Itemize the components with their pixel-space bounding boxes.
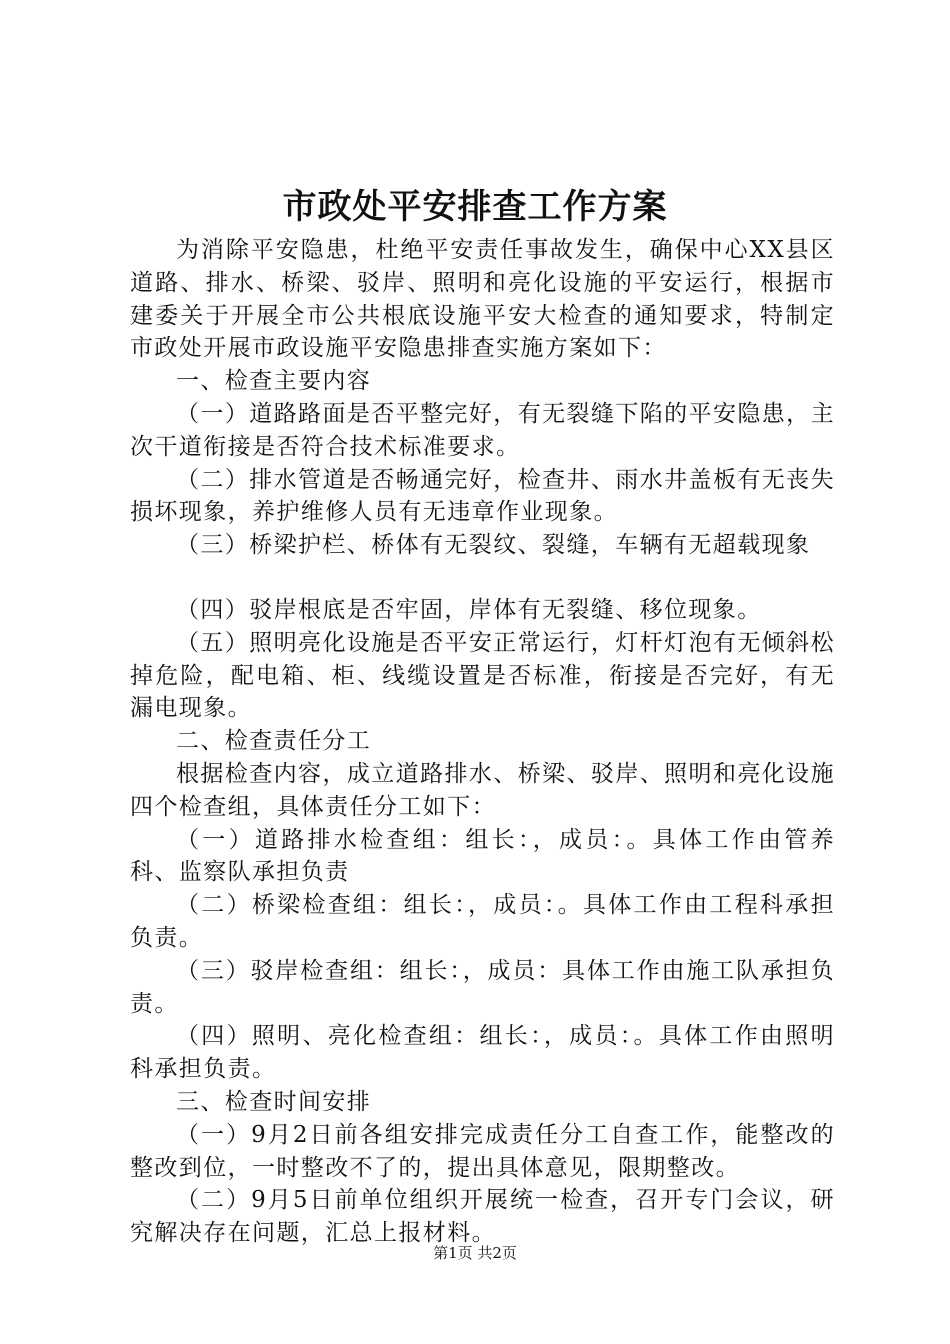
document-body	[130, 234, 835, 1250]
section-heading-1: 一、检查主要内容	[176, 368, 372, 395]
list-item: （四）驳岸根底是否牢固，岸体有无裂缝、移位现象。	[176, 596, 762, 623]
list-item: （五）照明亮化设施是否平安正常运行，灯杆灯泡有无倾斜松掉危险，配电箱、柜、线缆设置是否标准，衔接是否完好，有无漏电现象。	[130, 629, 835, 722]
list-item: （三）桥梁护栏、桥体有无裂纹、裂缝，车辆有无超载现象	[176, 532, 811, 559]
list-item: （二）排水管道是否畅通完好，检查井、雨水井盖板有无丧失损坏现象，养护维修人员有无违章作业现象。	[130, 466, 835, 526]
section-heading-3: 三、检查时间安排	[176, 1088, 372, 1115]
section-intro-paragraph: 根据检查内容，成立道路排水、桥梁、驳岸、照明和亮化设施四个检查组，具体责任分工如下：	[130, 760, 835, 820]
list-item: （一）道路排水检查组：组长：，成员：。具体工作由管养科、监察队承担负责	[130, 826, 835, 886]
list-item: （二）桥梁检查组：组长：，成员：。具体工作由工程科承担负责。	[130, 892, 835, 951]
list-item: （一）道路路面是否平整完好，有无裂缝下陷的平安隐患，主次干道衔接是否符合技术标准要求。	[130, 400, 835, 460]
intro-paragraph: 为消除平安隐患，杜绝平安责任事故发生，确保中心XX县区道路、排水、桥梁、驳岸、照明和亮化设施的平安运行，根据市建委关于开展全市公共根底设施平安大检查的通知要求，特制定市政处开展市政设施平安隐患排查实施方案如下：	[130, 237, 835, 362]
section-heading-2: 二、检查责任分工	[176, 728, 372, 755]
list-item: （二）9月5日前单位组织开展统一检查，召开专门会议，研究解决存在问题，汇总上报材料。	[130, 1187, 835, 1247]
list-item: （一）9月2日前各组安排完成责任分工自查工作，能整改的整改到位，一时整改不了的，提出具体意见，限期整改。	[130, 1121, 835, 1181]
document-title: 市政处平安排查工作方案	[282, 187, 668, 227]
list-item: （四）照明、亮化检查组：组长：，成员：。具体工作由照明科承担负责。	[130, 1023, 835, 1083]
page-footer: 第1页 共2页	[433, 1244, 517, 1262]
list-item: （三）驳岸检查组：组长：，成员：具体工作由施工队承担负责。	[130, 957, 835, 1017]
